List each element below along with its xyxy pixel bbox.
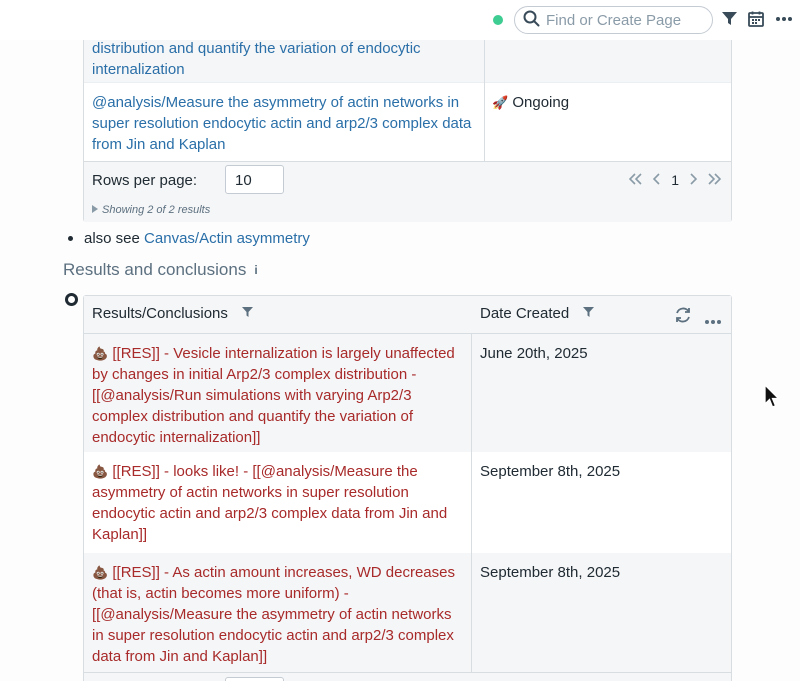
top-bar bbox=[0, 0, 800, 40]
filter-icon[interactable] bbox=[242, 305, 253, 322]
more-options-icon[interactable] bbox=[775, 10, 793, 28]
column-header-date[interactable] bbox=[480, 305, 594, 322]
table-row bbox=[84, 452, 731, 553]
table-header bbox=[84, 296, 731, 334]
result-cell[interactable] bbox=[84, 554, 471, 675]
status-label: Ongoing bbox=[512, 94, 570, 111]
rocket-icon: 🚀 bbox=[492, 95, 509, 110]
table-row bbox=[84, 553, 731, 672]
refresh-icon[interactable] bbox=[674, 306, 692, 328]
column-label: Results/Conclusions bbox=[92, 305, 228, 322]
search-icon bbox=[523, 10, 540, 31]
page-number: 1 bbox=[671, 172, 679, 188]
page-link[interactable]: Canvas/Actin asymmetry bbox=[144, 230, 310, 247]
rows-per-page-input[interactable] bbox=[225, 677, 284, 681]
poop-icon: 💩 bbox=[92, 346, 109, 361]
search-box[interactable] bbox=[514, 6, 713, 34]
filter-icon[interactable] bbox=[583, 305, 594, 322]
results-summary[interactable] bbox=[92, 204, 210, 216]
mouse-cursor-icon bbox=[764, 384, 780, 414]
column-label: Date Created bbox=[480, 305, 570, 322]
table-row bbox=[84, 82, 731, 161]
bullet-dot bbox=[68, 236, 73, 241]
table-footer bbox=[84, 672, 731, 681]
date-cell: September 8th, 2025 bbox=[480, 463, 621, 480]
date-cell: June 20th, 2025 bbox=[480, 345, 588, 362]
section-title: Results and conclusions bbox=[63, 260, 247, 279]
table-more-icon[interactable] bbox=[704, 312, 722, 329]
date-cell: September 8th, 2025 bbox=[480, 564, 621, 581]
poop-icon: 💩 bbox=[92, 565, 109, 580]
rows-per-page-label: Rows per page: bbox=[92, 172, 198, 189]
prev-page-icon[interactable] bbox=[653, 172, 661, 188]
section-heading bbox=[63, 260, 258, 280]
result-text[interactable]: [[RES]] - As actin amount increases, WD decreases (that is, actin becomes more uniform) - [[@analysis/Measure the asymmetry of actin networks in super resolution endocytic actin and arp2/3 complex data from Jin and Kaplan]] bbox=[92, 564, 455, 665]
analysis-link[interactable]: @analysis/Measure the asymmetry of actin networks in super resolution endocytic actin and arp2/3 complex data from Jin and Kaplan bbox=[92, 94, 472, 153]
showing-text: Showing 2 of 2 results bbox=[102, 204, 211, 216]
result-text[interactable]: [[RES]] - looks like! - [[@analysis/Measure the asymmetry of actin networks in super resolution endocytic actin and arp2/3 complex data from Jin and Kaplan]] bbox=[92, 463, 448, 543]
table-footer bbox=[84, 161, 731, 222]
calendar-icon[interactable] bbox=[747, 10, 765, 28]
status-cell bbox=[484, 84, 577, 121]
results-table bbox=[83, 295, 732, 681]
poop-icon: 💩 bbox=[92, 464, 109, 479]
next-page-icon[interactable] bbox=[689, 172, 697, 188]
caret-right-icon bbox=[92, 204, 98, 216]
first-page-icon[interactable] bbox=[629, 172, 643, 188]
bullet-item bbox=[68, 230, 310, 247]
analysis-link[interactable]: distribution and quantify the variation of endocytic internalization bbox=[92, 40, 421, 78]
info-icon[interactable]: i bbox=[254, 263, 258, 277]
table-row bbox=[84, 334, 731, 452]
search-input[interactable] bbox=[546, 12, 706, 29]
filter-icon[interactable] bbox=[720, 10, 738, 28]
sync-status-dot bbox=[493, 15, 503, 25]
result-cell[interactable] bbox=[84, 335, 471, 456]
rows-per-page-input[interactable]: 10 bbox=[225, 165, 284, 194]
result-cell[interactable] bbox=[84, 453, 471, 553]
result-text[interactable]: [[RES]] - Vesicle internalization is largely unaffected by changes in initial Arp2/3 complex distribution - [[@analysis/Run simulations with varying Arp2/3 complex distribution and quantify the variation of endocytic internalization]] bbox=[92, 345, 455, 446]
bullet-prefix: also see bbox=[84, 230, 145, 247]
column-divider bbox=[471, 334, 472, 672]
block-bullet[interactable] bbox=[65, 293, 78, 306]
pagination bbox=[629, 172, 721, 188]
last-page-icon[interactable] bbox=[707, 172, 721, 188]
column-header-results[interactable] bbox=[92, 305, 253, 322]
